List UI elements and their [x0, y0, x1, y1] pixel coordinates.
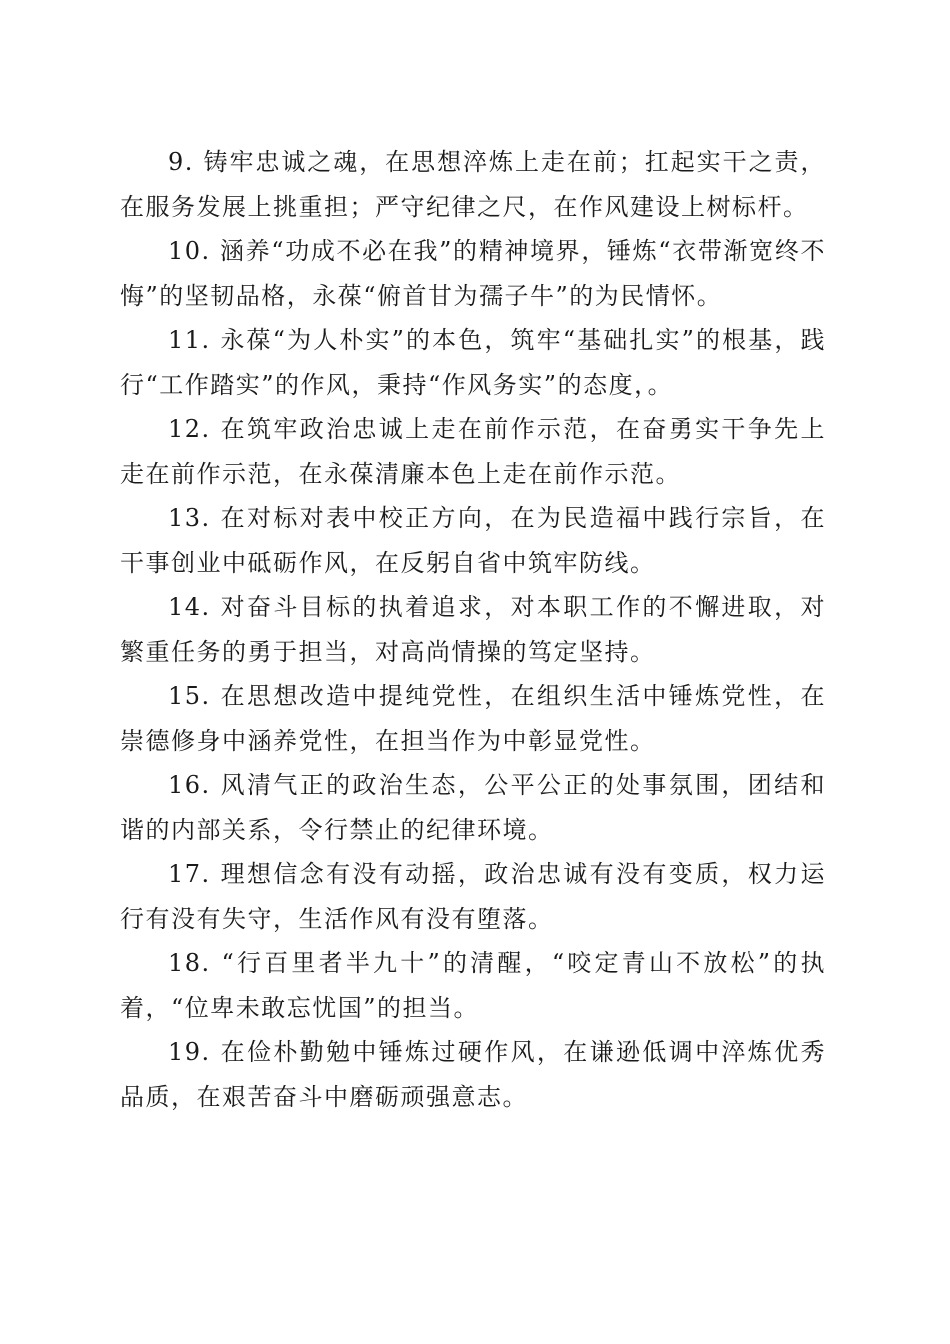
paragraph-11: 11. 永葆“为人朴实”的本色，筑牢“基础扎实”的根基，践行“工作踏实”的作风，秉持“作风务实”的态度，。: [120, 326, 826, 399]
paragraph-10: 10. 涵养“功成不必在我”的精神境界，锤炼“衣带渐宽终不悔”的坚韧品格，永葆“俯首甘为孺子牛”的为民情怀。: [120, 237, 826, 310]
paragraph-14: 14. 对奋斗目标的执着追求，对本职工作的不懈进取，对繁重任务的勇于担当，对高尚情操的笃定坚持。: [120, 593, 826, 666]
paragraph-9: 9. 铸牢忠诚之魂，在思想淬炼上走在前；扛起实干之责，在服务发展上挑重担；严守纪律之尺，在作风建设上树标杆。: [120, 148, 826, 221]
paragraph-18: 18. “行百里者半九十”的清醒，“咬定青山不放松”的执着，“位卑未敢忘忧国”的担当。: [120, 949, 826, 1022]
paragraph-15: 15. 在思想改造中提纯党性，在组织生活中锤炼党性，在崇德修身中涵养党性，在担当作为中彰显党性。: [120, 682, 826, 755]
paragraph-13: 13. 在对标对表中校正方向，在为民造福中践行宗旨，在干事创业中砥砺作风，在反躬自省中筑牢防线。: [120, 504, 826, 577]
paragraph-19: 19. 在俭朴勤勉中锤炼过硬作风，在谦逊低调中淬炼优秀品质，在艰苦奋斗中磨砺顽强意志。: [120, 1038, 826, 1111]
paragraph-16: 16. 风清气正的政治生态，公平公正的处事氛围，团结和谐的内部关系，令行禁止的纪律环境。: [120, 771, 826, 844]
document-body: [120, 140, 826, 1119]
paragraph-17: 17. 理想信念有没有动摇，政治忠诚有没有变质，权力运行有没有失守，生活作风有没有堕落。: [120, 860, 826, 933]
paragraph-12: 12. 在筑牢政治忠诚上走在前作示范，在奋勇实干争先上走在前作示范，在永葆清廉本色上走在前作示范。: [120, 415, 826, 488]
